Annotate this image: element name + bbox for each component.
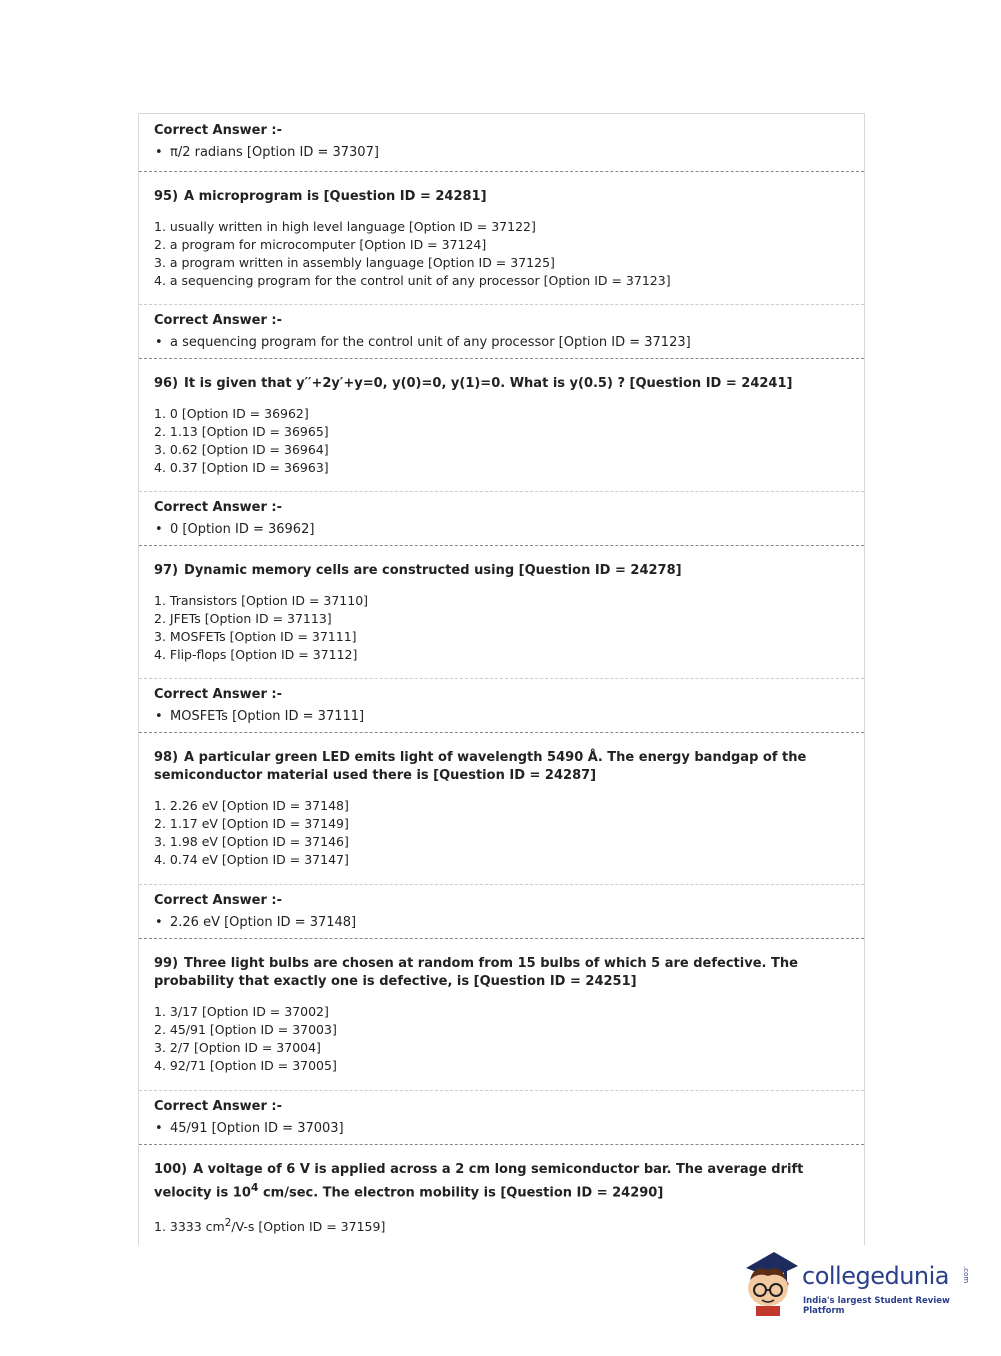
logo-wordmark: collegedunia <box>802 1262 950 1290</box>
answer-label: Correct Answer :- <box>154 123 282 138</box>
option: 2. a program for microcomputer [Option ID = 37124] <box>154 237 487 252</box>
answer-label: Correct Answer :- <box>154 687 282 702</box>
options-list <box>154 1003 849 1075</box>
option: 4. a sequencing program for the control unit of any processor [Option ID = 37123] <box>154 273 671 288</box>
answer-block <box>139 885 864 939</box>
question-number: 99) <box>154 956 179 971</box>
option: 2. JFETs [Option ID = 37113] <box>154 611 332 626</box>
question-number: 100) <box>154 1162 188 1177</box>
option: 4. Flip-flops [Option ID = 37112] <box>154 647 358 662</box>
answer-text: • π/2 radians [Option ID = 37307] <box>154 144 849 162</box>
logo-suffix: .com <box>962 1266 970 1284</box>
option: 1. 0 [Option ID = 36962] <box>154 406 309 421</box>
option: 3. a program written in assembly language [Option ID = 37125] <box>154 255 555 270</box>
logo-tagline: India's largest Student Review Platform <box>803 1296 950 1316</box>
option: 3. 2/7 [Option ID = 37004] <box>154 1040 321 1055</box>
question-title <box>154 562 849 580</box>
options-list <box>154 1214 849 1236</box>
question-title <box>154 749 849 785</box>
option: 1. 2.26 eV [Option ID = 37148] <box>154 798 349 813</box>
option: 4. 0.37 [Option ID = 36963] <box>154 460 329 475</box>
question-number: 96) <box>154 376 179 391</box>
answer-text: • 0 [Option ID = 36962] <box>154 521 849 539</box>
option: 3. 0.62 [Option ID = 36964] <box>154 442 329 457</box>
answer-block <box>139 305 864 359</box>
answer-text: • 45/91 [Option ID = 37003] <box>154 1120 849 1138</box>
question-block <box>139 939 864 1091</box>
question-paper <box>138 113 865 1245</box>
superscript: 4 <box>250 1181 259 1194</box>
option: 4. 92/71 [Option ID = 37005] <box>154 1058 337 1073</box>
question-title <box>154 955 849 991</box>
option: 4. 0.74 eV [Option ID = 37147] <box>154 852 349 867</box>
options-list <box>154 797 849 869</box>
option: 1. Transistors [Option ID = 37110] <box>154 593 369 608</box>
question-title <box>154 375 849 393</box>
question-text: A voltage of 6 V is applied across a 2 cm long semiconductor bar. The average drift velocity is 10 <box>154 1162 804 1201</box>
question-text: Three light bulbs are chosen at random from 15 bulbs of which 5 are defective. The probability that exactly one is defective, is [Question ID = 24251] <box>154 956 798 989</box>
answer-label: Correct Answer :- <box>154 1099 282 1114</box>
options-list <box>154 592 849 664</box>
option: 2. 1.13 [Option ID = 36965] <box>154 424 329 439</box>
question-block <box>139 546 864 679</box>
option: 2. 1.17 eV [Option ID = 37149] <box>154 816 349 831</box>
option-text-cont: /V-s [Option ID = 37159] <box>231 1219 386 1235</box>
answer-block <box>139 492 864 546</box>
mascot-icon <box>742 1250 802 1318</box>
answer-text: • a sequencing program for the control unit of any processor [Option ID = 37123] <box>154 334 849 352</box>
answer-text: • MOSFETs [Option ID = 37111] <box>154 708 849 726</box>
option: 3. 1.98 eV [Option ID = 37146] <box>154 834 349 849</box>
question-number: 98) <box>154 750 179 765</box>
superscript: 2 <box>224 1217 232 1230</box>
collegedunia-logo <box>742 1250 972 1320</box>
question-number: 97) <box>154 563 179 578</box>
question-block <box>139 733 864 885</box>
answer-block <box>139 114 864 172</box>
question-text: Dynamic memory cells are constructed using [Question ID = 24278] <box>184 563 682 578</box>
option: 3. MOSFETs [Option ID = 37111] <box>154 629 357 644</box>
answer-label: Correct Answer :- <box>154 500 282 515</box>
question-block <box>139 359 864 492</box>
question-text-cont: cm/sec. The electron mobility is [Question ID = 24290] <box>262 1185 664 1201</box>
option <box>154 1214 849 1236</box>
option-text: 1. 3333 cm <box>154 1219 225 1235</box>
answer-label: Correct Answer :- <box>154 313 282 328</box>
option: 2. 45/91 [Option ID = 37003] <box>154 1022 337 1037</box>
answer-text: • 2.26 eV [Option ID = 37148] <box>154 914 849 932</box>
answer-label: Correct Answer :- <box>154 893 282 908</box>
answer-block <box>139 679 864 733</box>
option: 1. 3/17 [Option ID = 37002] <box>154 1004 329 1019</box>
question-title <box>154 188 849 206</box>
question-block <box>139 172 864 305</box>
options-list <box>154 405 849 477</box>
question-block <box>139 1145 864 1236</box>
question-text: It is given that y′′+2y′+y=0, y(0)=0, y(1)=0. What is y(0.5) ? [Question ID = 24241] <box>184 376 793 391</box>
question-text: A microprogram is [Question ID = 24281] <box>184 189 487 204</box>
option: 1. usually written in high level language [Option ID = 37122] <box>154 219 536 234</box>
question-number: 95) <box>154 189 179 204</box>
options-list <box>154 218 849 290</box>
answer-block <box>139 1091 864 1145</box>
question-title <box>154 1161 849 1202</box>
question-text: A particular green LED emits light of wavelength 5490 Å. The energy bandgap of the semiconductor material used there is [Question ID = 24287] <box>154 750 807 783</box>
